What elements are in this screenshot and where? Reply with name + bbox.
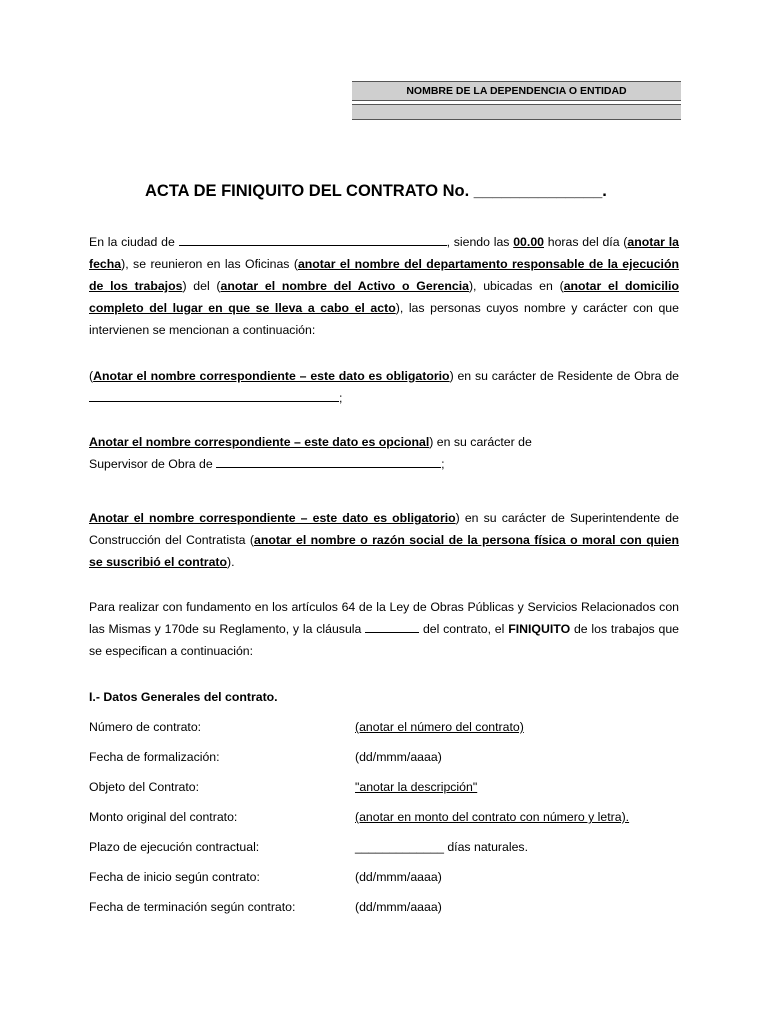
entity-header-box (352, 81, 681, 120)
supervisor-paragraph (89, 431, 679, 475)
clause-blank[interactable] (365, 620, 419, 633)
resident-text: ) en su carácter de Residente de Obra de (449, 369, 679, 383)
city-blank[interactable] (179, 233, 447, 246)
header-blank-row (352, 105, 681, 120)
row-value: (anotar en monto del contrato con número y letra). (355, 810, 630, 824)
document-title: ACTA DE FINIQUITO DEL CONTRATO No. ______________. (145, 182, 607, 200)
data-row-execution-term (89, 840, 689, 858)
row-label: Objeto del Contrato: (89, 780, 200, 794)
intro-text-3: horas del día ( (544, 235, 628, 249)
intro-text-6: ), ubicadas en ( (468, 279, 564, 293)
supervisor-work-blank[interactable] (216, 455, 441, 468)
row-label: Fecha de inicio según contrato: (89, 870, 260, 884)
data-row-contract-object (89, 780, 689, 798)
resident-work-blank[interactable] (89, 389, 339, 402)
row-value: "anotar la descripción" (355, 780, 478, 794)
row-label: Número de contrato: (89, 720, 202, 734)
supervisor-line2: Supervisor de Obra de (89, 457, 217, 471)
row-label: Fecha de formalización: (89, 750, 220, 764)
asset-hint: anotar el nombre del Activo o Gerencia (220, 279, 469, 293)
address-hint: anotar el domicilio completo del lugar en que se lleva a cabo el acto (89, 279, 679, 315)
intro-text-5: ) del ( (182, 279, 221, 293)
row-value: (dd/mmm/aaaa) (355, 870, 442, 884)
resident-open: ( (89, 369, 94, 383)
legal-paragraph (89, 596, 679, 662)
data-row-original-amount (89, 810, 689, 828)
section-general-data-title: I.- Datos Generales del contrato. (89, 690, 278, 704)
row-value: _____________ días naturales. (355, 840, 528, 854)
entity-name-label: NOMBRE DE LA DEPENDENCIA O ENTIDAD (352, 82, 681, 101)
supervisor-text: ) en su carácter de (429, 435, 532, 449)
legal-text-1: Para realizar con fundamento en los artículos 64 de la Ley de Obras Públicas y Servicios Relacionados con las Mismas y 170de su Reglamento, y la cláusula (89, 600, 679, 636)
row-value: (dd/mmm/aaaa) (355, 750, 442, 764)
row-label: Monto original del contrato: (89, 810, 238, 824)
supervisor-end: ; (441, 457, 445, 471)
resident-end: ; (339, 391, 343, 405)
intro-text-1: En la ciudad de (89, 235, 179, 249)
row-value: (dd/mmm/aaaa) (355, 900, 442, 914)
resident-name-hint: Anotar el nombre correspondiente – este dato es obligatorio (93, 369, 450, 383)
date-hint: anotar la fecha (89, 235, 679, 271)
finiquito-word: FINIQUITO (508, 622, 571, 636)
data-row-formalization-date (89, 750, 689, 768)
data-row-start-date (89, 870, 689, 888)
row-label: Fecha de terminación según contrato: (89, 900, 296, 914)
row-label: Plazo de ejecución contractual: (89, 840, 260, 854)
superintendent-paragraph (89, 507, 679, 573)
intro-text-7: ), las personas cuyos nombre y carácter con que intervienen se mencionan a continuación: (89, 301, 679, 337)
legal-text-3: de los trabajos que se especifican a continuación: (89, 622, 679, 658)
row-value: (anotar el número del contrato) (355, 720, 524, 734)
intro-text-4: ), se reunieron en las Oficinas ( (121, 257, 298, 271)
superintendent-text: ) en su carácter de Superintendente de Construcción del Contratista ( (89, 511, 679, 547)
superintendent-name-hint: Anotar el nombre correspondiente – este dato es obligatorio (89, 511, 456, 525)
data-row-contract-number (89, 720, 689, 738)
legal-text-2: del contrato, el (419, 622, 509, 636)
supervisor-name-hint: Anotar el nombre correspondiente – este dato es opcional (89, 435, 430, 449)
resident-paragraph (89, 365, 679, 409)
department-hint: anotar el nombre del departamento responsable de la ejecución de los trabajos (89, 257, 679, 293)
company-hint: anotar el nombre o razón social de la persona física o moral con quien se suscribió el contrato (89, 533, 679, 569)
intro-paragraph (89, 231, 679, 341)
data-row-end-date (89, 900, 689, 918)
hours-field: 00.00 (513, 235, 544, 249)
superintendent-end: ). (227, 555, 235, 569)
intro-text-2: , siendo las (446, 235, 514, 249)
